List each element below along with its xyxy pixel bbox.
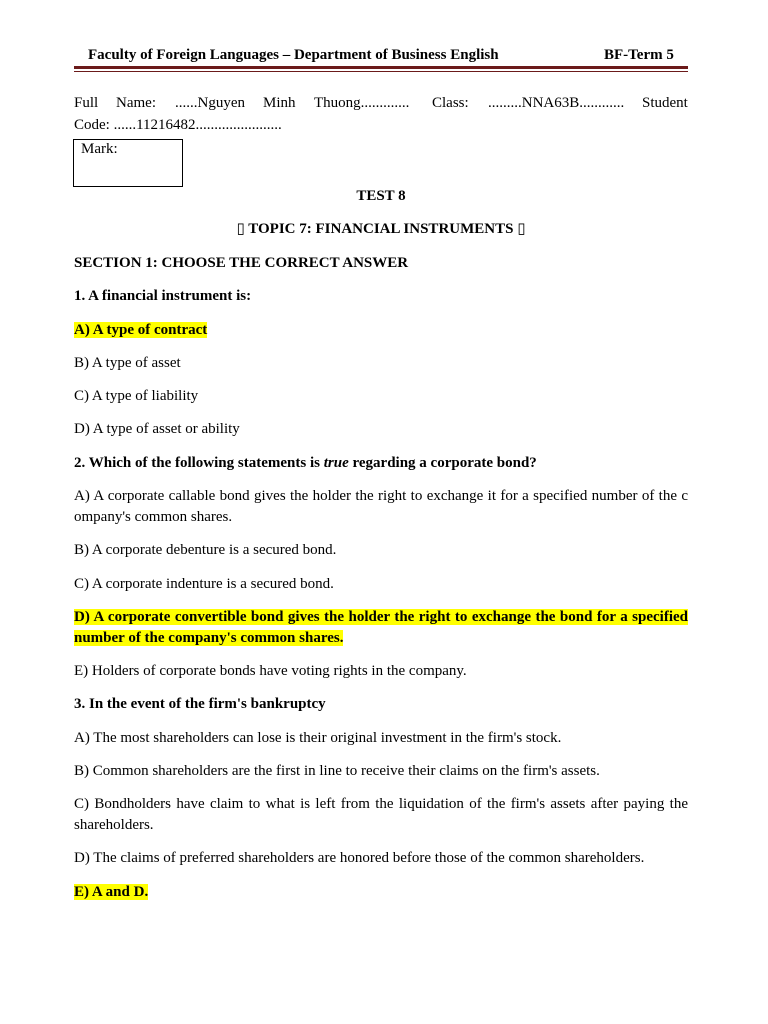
test-title: TEST 8 <box>356 188 406 204</box>
q1-option-a-answer: A) A type of contract <box>74 322 208 338</box>
header-department: Faculty of Foreign Languages – Department of Business English <box>88 47 499 63</box>
q2-question <box>74 453 537 473</box>
q1-option-c: C) A type of liability <box>74 388 199 404</box>
q1-option-d: D) A type of asset or ability <box>74 421 240 437</box>
header-rule-thick <box>74 66 688 69</box>
class-value: .........NNA63B............ <box>488 95 625 111</box>
header-rule-thin <box>74 71 688 72</box>
q3-question: 3. In the event of the firm's bankruptcy <box>74 696 326 712</box>
student-label: Student <box>642 95 688 111</box>
q1-option-b: B) A type of asset <box>74 355 181 371</box>
q3-option-d: D) The claims of preferred shareholders are honored before those of the common shareholders. <box>74 850 645 866</box>
q2-option-c: C) A corporate indenture is a secured bond. <box>74 576 334 592</box>
q2-option-a: A) A corporate callable bond gives the holder the right to exchange it for a specified number of the c ompany's common shares. <box>74 488 688 525</box>
q2-question-pre: 2. Which of the following statements is <box>74 455 324 471</box>
q2-option-d-answer <box>74 607 688 649</box>
q3-option-c: C) Bondholders have claim to what is left from the liquidation of the firm's assets after paying the shareholders. <box>74 796 688 833</box>
full-label: Full <box>74 95 99 111</box>
q2-option-d-text: D) A corporate convertible bond gives the holder the right to exchange the bond for a specified number of the company's common shares. <box>74 609 688 646</box>
q3-option-e-answer: E) A and D. <box>74 884 149 900</box>
q1-question: 1. A financial instrument is: <box>74 288 252 304</box>
q2-question-em: true <box>323 455 349 471</box>
name-last: Thuong............. <box>314 95 410 111</box>
section-title: SECTION 1: CHOOSE THE CORRECT ANSWER <box>74 255 409 271</box>
topic-title: ▯ TOPIC 7: FINANCIAL INSTRUMENTS ▯ <box>236 221 526 237</box>
q2-option-b: B) A corporate debenture is a secured bond. <box>74 542 337 558</box>
name-value: ......Nguyen <box>175 95 245 111</box>
name-label: Name: <box>116 95 156 111</box>
class-label: Class: <box>432 95 469 111</box>
q2-option-e: E) Holders of corporate bonds have voting rights in the company. <box>74 663 467 679</box>
q3-option-b: B) Common shareholders are the first in line to receive their claims on the firm's assets. <box>74 763 600 779</box>
q3-option-a: A) The most shareholders can lose is their original investment in the firm's stock. <box>74 730 562 746</box>
student-code: Code: ......11216482....................... <box>74 117 282 133</box>
name-middle: Minh <box>263 95 296 111</box>
header-term: BF-Term 5 <box>604 47 674 63</box>
mark-box <box>73 139 183 187</box>
q2-question-post: regarding a corporate bond? <box>348 455 537 471</box>
mark-label: Mark: <box>81 141 118 157</box>
